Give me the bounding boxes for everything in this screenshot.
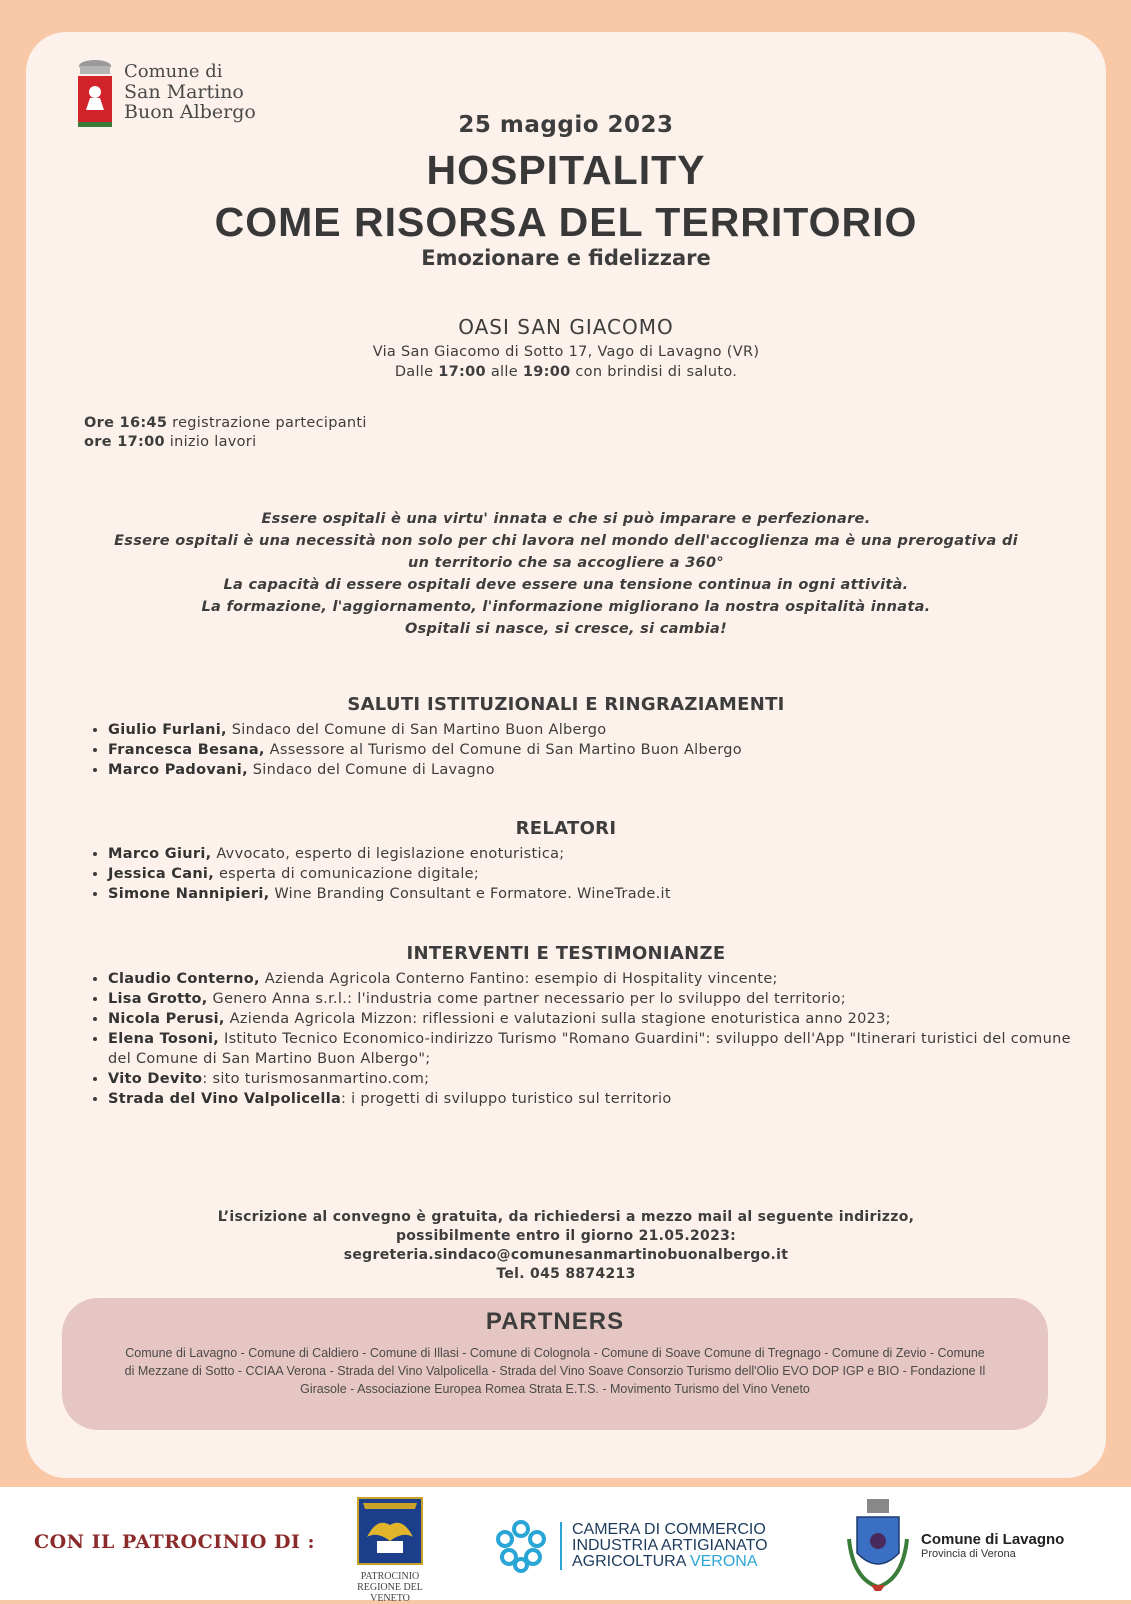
cciaa-icon	[492, 1517, 550, 1575]
time-post: con brindisi di saluto.	[570, 364, 738, 380]
time-mid: alle	[485, 364, 523, 380]
list-item	[108, 989, 1074, 1009]
event-title	[26, 144, 1106, 248]
person-desc: Azienda Agricola Mizzon: riflessioni e valutazioni sulla stagione enoturistica anno 2023;	[224, 1011, 891, 1027]
regione-veneto-logo	[340, 1497, 440, 1604]
title-line-1: HOSPITALITY	[426, 147, 706, 193]
patrocinio-label: CON IL PATROCINIO DI :	[34, 1531, 316, 1553]
time-line	[26, 362, 1106, 382]
time-to: 19:00	[522, 364, 571, 380]
person-desc: : sito turismosanmartino.com;	[202, 1071, 430, 1087]
list-item	[108, 1029, 1074, 1069]
person-desc: Avvocato, esperto di legislazione enoturistica;	[211, 846, 565, 862]
person-name: Lisa Grotto,	[108, 991, 208, 1007]
person-name: Elena Tosoni,	[108, 1031, 220, 1047]
lavagno-title: Comune di Lavagno	[921, 1530, 1065, 1548]
list-item	[108, 1009, 1074, 1029]
cciaa-line-1: CAMERA DI COMMERCIO	[572, 1521, 766, 1538]
person-desc: Genero Anna s.r.l.: l'industria come partner necessario per lo sviluppo del territorio;	[207, 991, 846, 1007]
quote-line: La capacità di essere ospitali deve essere una tensione continua in ogni attività.	[223, 577, 909, 593]
cciaa-line-2: INDUSTRIA ARTIGIANATO	[572, 1537, 768, 1554]
lion-of-st-mark-icon	[357, 1497, 423, 1567]
time-pre: Dalle	[394, 364, 439, 380]
event-date: 25 maggio 2023	[458, 112, 674, 138]
person-desc: Istituto Tecnico Economico-indirizzo Turismo "Romano Guardini": sviluppo dell'App "Itinerari turistici del comune del Comune di San Martino Buon Albergo";	[108, 1031, 1071, 1067]
person-desc: esperta di comunicazione digitale;	[214, 866, 480, 882]
person-name: Vito Devito	[108, 1071, 203, 1087]
interventi-list	[84, 969, 1074, 1109]
registration-phone: Tel. 045 8874213	[496, 1266, 636, 1282]
list-item	[108, 844, 1074, 864]
list-item	[108, 1089, 1074, 1109]
person-name: Strada del Vino Valpolicella	[108, 1091, 342, 1107]
partners-box	[62, 1298, 1048, 1430]
quote-line: Essere ospitali è una necessità non solo per chi lavora nel mondo dell'accoglienza ma è una prerogativa di un territorio che sa accogliere a 360°	[114, 533, 1018, 571]
veneto-caption-2: REGIONE DEL VENETO	[357, 1582, 423, 1604]
veneto-caption-1: PATROCINIO	[360, 1571, 420, 1582]
person-desc: : i progetti di sviluppo turistico sul territorio	[341, 1091, 672, 1107]
quote-block	[26, 508, 1106, 640]
person-desc: Wine Branding Consultant e Formatore. WineTrade.it	[269, 886, 671, 902]
schedule-item	[84, 433, 367, 452]
list-item	[108, 864, 1074, 884]
person-name: Marco Giuri,	[108, 846, 212, 862]
lavagno-subtitle: Provincia di Verona	[921, 1547, 1016, 1560]
logo-line-3: Buon Albergo	[124, 101, 256, 123]
cciaa-line-3b: VERONA	[689, 1553, 758, 1570]
person-desc: Sindaco del Comune di San Martino Buon Albergo	[226, 722, 607, 738]
registration-line-1: L’iscrizione al convegno è gratuita, da richiedersi a mezzo mail al seguente indirizzo,	[217, 1209, 915, 1225]
list-item	[108, 760, 1074, 780]
time-from: 17:00	[438, 364, 486, 380]
partners-heading: PARTNERS	[485, 1308, 625, 1335]
person-name: Marco Padovani,	[108, 762, 248, 778]
event-subtitle: Emozionare e fidelizzare	[421, 246, 711, 270]
schedule-time: ore 17:00	[84, 434, 165, 450]
cciaa-line-3a: AGRICOLTURA	[572, 1553, 690, 1570]
list-item	[108, 740, 1074, 760]
person-desc: Sindaco del Comune di Lavagno	[247, 762, 495, 778]
list-item	[108, 1069, 1074, 1089]
venue-name: OASI SAN GIACOMO	[458, 315, 674, 339]
cciaa-text	[572, 1522, 768, 1570]
quote-line: Ospitali si nasce, si cresce, si cambia!	[404, 621, 728, 637]
person-name: Francesca Besana,	[108, 742, 265, 758]
person-name: Nicola Perusi,	[108, 1011, 225, 1027]
list-item	[108, 720, 1074, 740]
schedule-time: Ore 16:45	[84, 415, 168, 431]
lavagno-logo	[845, 1499, 1064, 1591]
cciaa-divider	[560, 1522, 562, 1570]
address-line: Via San Giacomo di Sotto 17, Vago di Lavagno (VR)	[372, 344, 760, 360]
lavagno-coat-of-arms-icon	[845, 1499, 911, 1591]
registration-line-2: possibilmente entro il giorno 21.05.2023:	[395, 1228, 737, 1244]
schedule-text: inizio lavori	[164, 434, 257, 450]
cciaa-line-3	[572, 1554, 768, 1570]
schedule	[84, 414, 367, 452]
relatori-list	[84, 844, 1074, 904]
person-name: Claudio Conterno,	[108, 971, 260, 987]
saluti-list	[84, 720, 1074, 780]
title-line-2: COME RISORSA DEL TERRITORIO	[214, 199, 918, 245]
event-card	[26, 32, 1106, 1478]
cciaa-verona-logo	[492, 1517, 768, 1575]
schedule-text: registrazione partecipanti	[167, 415, 367, 431]
footer	[0, 1487, 1131, 1604]
logo-line-2: San Martino	[124, 81, 244, 103]
venue-address	[26, 342, 1106, 382]
logo-line-1: Comune di	[124, 61, 223, 82]
quote-line: Essere ospitali è una virtu' innata e che si può imparare e perfezionare.	[261, 511, 871, 527]
registration-info	[26, 1208, 1106, 1284]
person-name: Giulio Furlani,	[108, 722, 227, 738]
person-name: Jessica Cani,	[108, 866, 215, 882]
saluti-heading: SALUTI ISTITUZIONALI E RINGRAZIAMENTI	[347, 694, 785, 715]
relatori-heading: RELATORI	[515, 818, 617, 839]
list-item	[108, 969, 1074, 989]
person-name: Simone Nannipieri,	[108, 886, 270, 902]
list-item	[108, 884, 1074, 904]
schedule-item	[84, 414, 367, 433]
registration-email[interactable]: segreteria.sindaco@comunesanmartinobuonalbergo.it	[343, 1247, 789, 1263]
person-desc: Assessore al Turismo del Comune di San Martino Buon Albergo	[264, 742, 742, 758]
interventi-heading: INTERVENTI E TESTIMONIANZE	[406, 943, 726, 964]
partners-text: Comune di Lavagno - Comune di Caldiero - Comune di Illasi - Comune di Colognola - Comune di Soave Comune di Tregnago - Comune di Zevio - Comune di Mezzane di Sotto - CCIAA Verona - Strada del Vino Valpolicella - Strada del Vino Soave Consorzio Turismo dell'Olio EVO DOP IGP e BIO - Fondazione Il Girasole - Associazione Europea Romea Strata E.T.S. - Movimento Turismo del Vino Veneto	[124, 1346, 986, 1396]
quote-line: La formazione, l'aggiornamento, l'informazione migliorano la nostra ospitalità innata.	[201, 599, 931, 615]
person-desc: Azienda Agricola Conterno Fantino: esempio di Hospitality vincente;	[259, 971, 778, 987]
